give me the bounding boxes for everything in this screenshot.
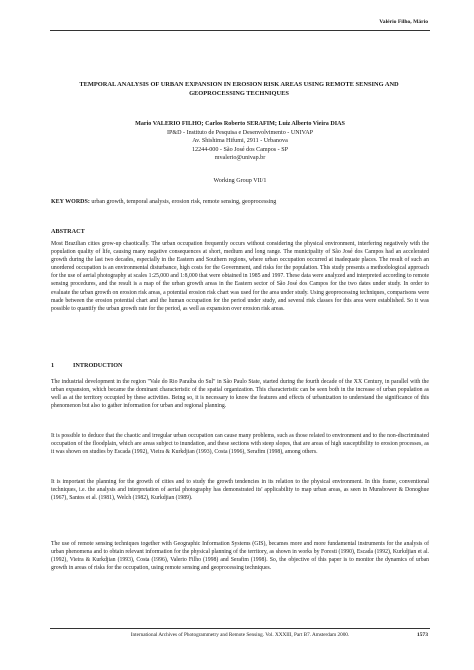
intro-paragraph: The use of remote sensing techniques together with Geographic Information Systems (GIS), becames more and more fundamental instruments for the analysis of urban phenomena and to obtain relevant information for the physical planning of the territory, as shown in works by Foresti (1990), Escada (1992), Kurkdjian et al. (1992), Vieira & Kurkdjian (1993), Costa (1996), Valerio Filho (1998) and Serafim (1998). So, the objective of this paper is to monitor the dynamics of urban growth in areas of risks for the occupation, using remote sensing and geoprocessing techniques. xyxy=(51,541,429,572)
keywords-text: urban growth, temporal analysis, erosion risk, remote sensing, geoprocessing xyxy=(89,199,277,205)
introduction-heading xyxy=(51,362,123,369)
abstract-heading: ABSTRACT xyxy=(51,228,85,235)
page-footer: International Archives of Photogrammetry and Remote Sensing. Vol. XXXIII, Part B7. Amsterdam 2000. xyxy=(130,632,350,638)
keywords xyxy=(51,198,429,206)
intro-paragraph: It is important the planning for the growth of cities and to study the growth tendencies in its relation to the physical environment. In this frame, conventional techniques, i.e. the analysis and interpretation of aerial photography has demonstrated its' applicability to map urban areas, as seen in Munsbower & Donoghue (1967), Santos et al. (1981), Welch (1982), Kurkdjian (1989). xyxy=(51,479,429,502)
author-affiliation: IP&D - Instituto de Pesquisa e Desenvolvimento - UNIVAP xyxy=(166,129,314,136)
working-group: Working Group VII/1 xyxy=(213,178,267,184)
intro-paragraph: It is possible to deduce that the chaotic and irregular urban occupation can cause many problems, such as those related to environment and to the non-discriminated occupation of the floodplain, which are areas subject to inundation, and these sections with steep slopes, that are areas of high susceptibility to erosion processes, as it was shown on studies by Escada (1992), Vieira & Kurkdjian (1993), Costa (1996), Serafim (1998), among others. xyxy=(51,433,429,456)
header-rule xyxy=(50,30,430,31)
intro-paragraph: The industrial development in the region "Vale do Rio Paraíba do Sul" in São Paulo State, started during the fourth decade of the XX Century, in parallel with the urban expansion, which became the dominant characteristic of the spatial organization. This characteristic can be seen both in the increase of urban population as well as at the territory occupied by these activities. Being so, it is necessary to know the features and effects of urbanization to understand the significance of this phenomenon but also to gather information for urban and regional planning. xyxy=(51,379,429,410)
author-names: Mario VALERIO FILHO; Carlos Roberto SERAFIM; Luiz Alberto Vieira DIAS xyxy=(135,121,345,127)
abstract-text: Most Brazilian cities grow-up chaotically. The urban occupation frequently occurs without considering the physical environment, interfering negatively with the population quality of life, causing many negative consequences at short, medium and long range. The municipality of São José dos Campos had an accelerated growth during the last two decades, especially in the Eastern and Southern regions, where urban occupation occurred at inadequate places. The result of such an unordered occupation is an environmental disturbance, high costs for the Government, and risks for the population. This study presents a methodological approach for the use of aerial photography at scales 1:25,000 and 1:8,000 that were obtained in 1985 and 1997. These data were analyzed and interpreted according to remote sensing procedures, and the result is a map of the urban growth areas in the Eastern sector of São José dos Campos for the two dates under study. In order to evaluate the urban growth on erosion risk areas, a potential erosion risk chart was used for the area under study. Using geoprocessing techniques, comparisons were made between the erosion potential chart and the human occupation for the period under study, and several risk classes for this area were established. So it was possible to quantify the urban growth rate for the period, as well as expansion over erosion risk areas. xyxy=(51,241,429,312)
paper-title: TEMPORAL ANALYSIS OF URBAN EXPANSION IN EROSION RISK AREAS USING REMOTE SENSING AND GEOPROCESSING TECHNIQUES xyxy=(79,81,399,97)
author-block xyxy=(50,120,430,163)
author-email: mvalerio@univap.br xyxy=(214,155,266,162)
section-title: INTRODUCTION xyxy=(73,362,123,369)
page-number: 1573 xyxy=(416,632,428,638)
keywords-label: KEY WORDS: xyxy=(51,199,90,205)
footer-rule xyxy=(50,628,430,629)
running-head: Valério Filho, Mário xyxy=(379,19,428,25)
section-number: 1 xyxy=(51,362,55,369)
author-address-line-2: 12244-000 - São José dos Campos - SP xyxy=(192,146,288,153)
author-address-line-1: Av. Shishima Hifumi, 2911 - Urbanova xyxy=(192,138,288,145)
